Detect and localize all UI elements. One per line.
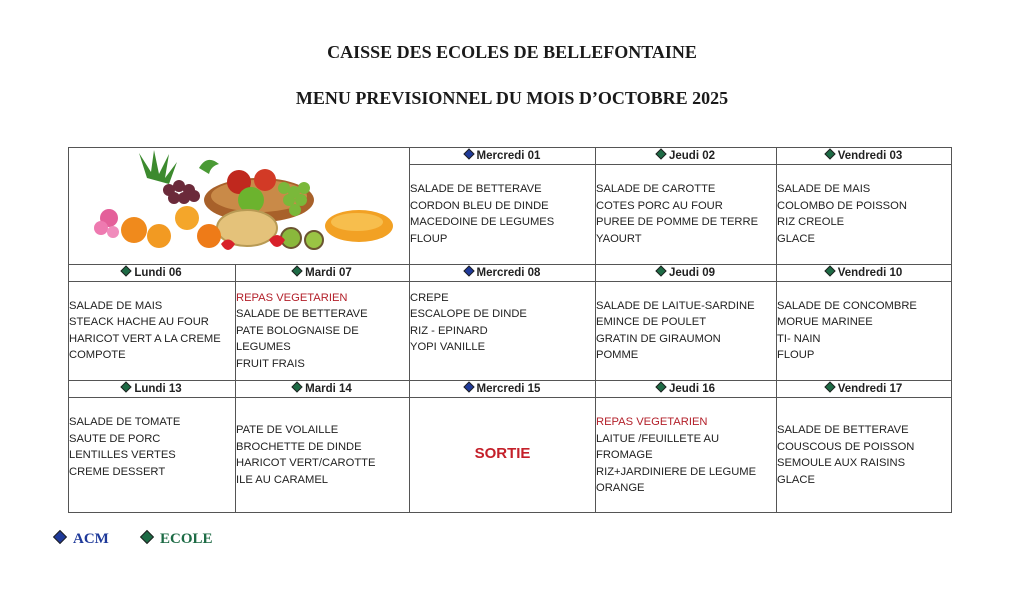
vegetarian-tag: REPAS VEGETARIEN	[236, 291, 348, 304]
ecole-diamond-icon	[824, 382, 835, 393]
day-header: Lundi 13	[69, 381, 236, 398]
day-menu: SALADE DE MAIS COLOMBO DE POISSON RIZ CREOLE GLACE	[777, 165, 952, 265]
ecole-diamond-icon	[655, 265, 666, 276]
day-menu: SALADE DE LAITUE-SARDINE EMINCE DE POULET GRATIN DE GIRAUMON POMME	[596, 281, 777, 381]
fruit-basket-illustration	[69, 148, 409, 263]
legend-acm: ACM	[55, 531, 109, 548]
acm-diamond-icon	[463, 382, 474, 393]
ecole-diamond-icon	[121, 382, 132, 393]
day-menu: SALADE DE BETTERAVE CORDON BLEU DE DINDE MACEDOINE DE LEGUMES FLOUP	[410, 165, 596, 265]
day-header: Mercredi 01	[410, 148, 596, 165]
day-menu: PATE DE VOLAILLE BROCHETTE DE DINDE HARICOT VERT/CAROTTE ILE AU CARAMEL	[236, 398, 410, 513]
ecole-diamond-icon	[291, 382, 302, 393]
day-menu: SALADE DE MAIS STEACK HACHE AU FOUR HARICOT VERT A LA CREME COMPOTE	[69, 281, 236, 381]
day-menu: REPAS VEGETARIEN LAITUE /FEUILLETE AU FROMAGE RIZ+JARDINIERE DE LEGUME ORANGE	[596, 398, 777, 513]
day-menu: SALADE DE BETTERAVE COUSCOUS DE POISSON SEMOULE AUX RAISINS GLACE	[777, 398, 952, 513]
day-menu: SALADE DE CAROTTE COTES PORC AU FOUR PUREE DE POMME DE TERRE YAOURT	[596, 165, 777, 265]
ecole-diamond-icon	[824, 148, 835, 159]
day-header: Mercredi 08	[410, 264, 596, 281]
day-menu	[410, 398, 596, 513]
day-header: Vendredi 03	[777, 148, 952, 165]
day-menu: REPAS VEGETARIEN SALADE DE BETTERAVE PATE BOLOGNAISE DE LEGUMES FRUIT FRAIS	[236, 281, 410, 381]
day-header: Lundi 06	[69, 264, 236, 281]
day-menu: SALADE DE TOMATE SAUTE DE PORC LENTILLES VERTES CREME DESSERT	[69, 398, 236, 513]
day-header: Mercredi 15	[410, 381, 596, 398]
ecole-diamond-icon	[655, 148, 666, 159]
page-title: CAISSE DES ECOLES DE BELLEFONTAINE	[327, 42, 697, 62]
ecole-diamond-icon	[121, 265, 132, 276]
page-subtitle: MENU PREVISIONNEL DU MOIS D’OCTOBRE 2025	[295, 88, 729, 108]
vegetarian-tag: REPAS VEGETARIEN	[596, 416, 708, 429]
fruit-basket-image	[69, 148, 410, 265]
day-header: Mardi 14	[236, 381, 410, 398]
day-header: Jeudi 16	[596, 381, 777, 398]
day-header: Jeudi 09	[596, 264, 777, 281]
ecole-diamond-icon	[655, 382, 666, 393]
day-header: Vendredi 10	[777, 264, 952, 281]
acm-diamond-icon	[463, 265, 474, 276]
sortie-label: SORTIE	[474, 445, 531, 463]
ecole-diamond-icon	[291, 265, 302, 276]
ecole-diamond-icon	[824, 265, 835, 276]
ecole-diamond-icon	[140, 530, 154, 544]
menu-table	[68, 147, 952, 513]
day-menu: CREPE ESCALOPE DE DINDE RIZ - EPINARD YOPI VANILLE	[410, 281, 596, 381]
acm-diamond-icon	[463, 148, 474, 159]
legend-ecole: ECOLE	[142, 531, 213, 548]
day-menu: SALADE DE CONCOMBRE MORUE MARINEE TI- NAIN FLOUP	[777, 281, 952, 381]
day-header: Mardi 07	[236, 264, 410, 281]
day-header: Jeudi 02	[596, 148, 777, 165]
day-header: Vendredi 17	[777, 381, 952, 398]
acm-diamond-icon	[53, 530, 67, 544]
